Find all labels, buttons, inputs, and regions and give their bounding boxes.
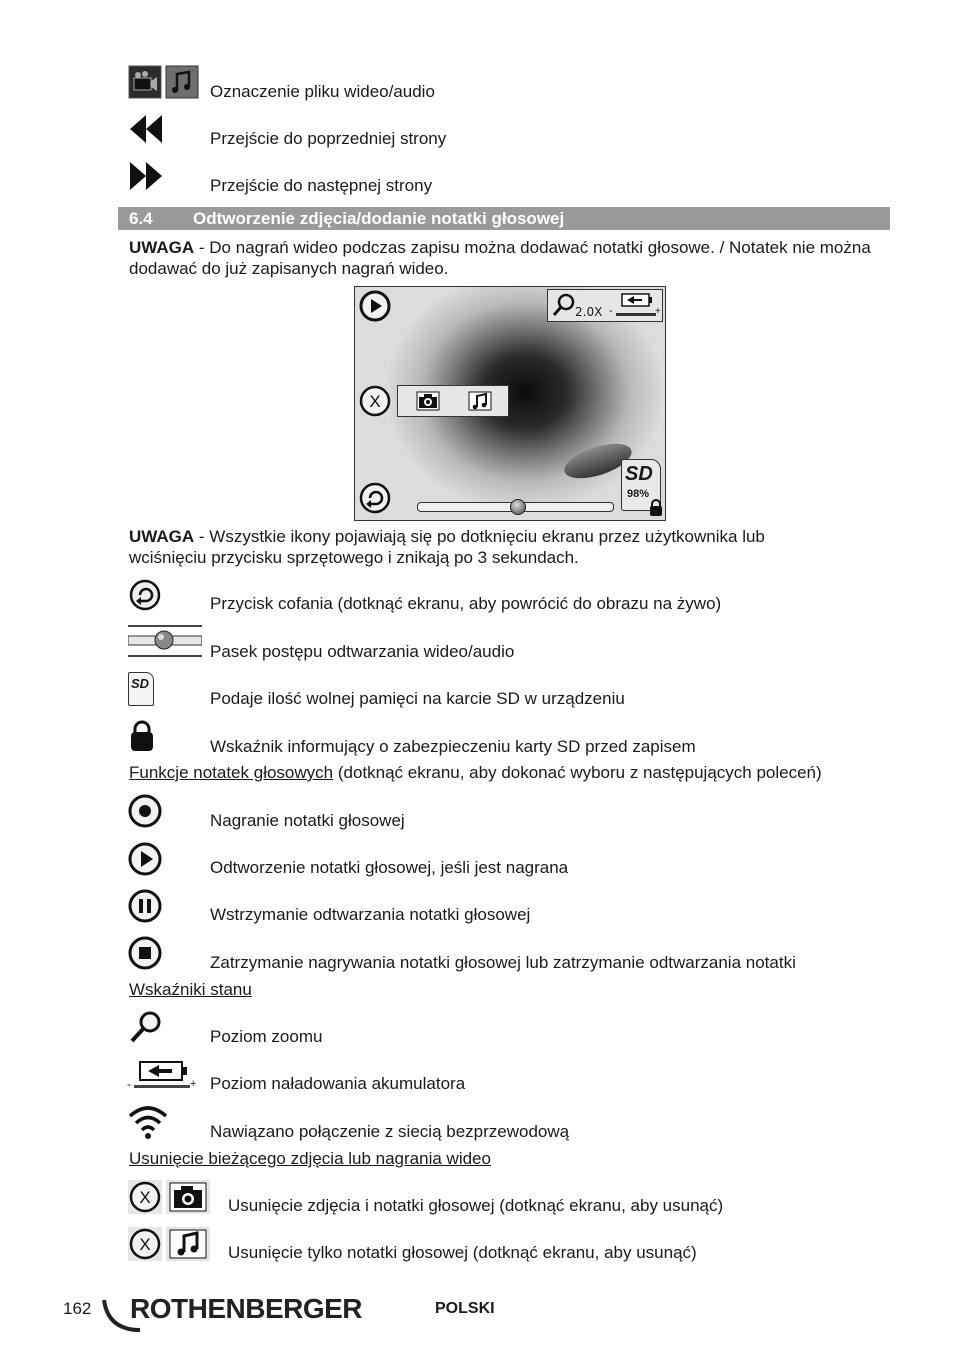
sd-card-icon — [128, 672, 154, 706]
zoom-level: 2.0X — [575, 305, 603, 319]
row-text: Podaje ilość wolnej pamięci na karcie SD w urządzeniu — [210, 689, 625, 708]
zoom-icon — [129, 1010, 163, 1049]
row-text: Przejście do poprzedniej strony — [210, 129, 447, 148]
camera-icon — [166, 1180, 210, 1219]
status-panel — [547, 289, 663, 322]
section-number: 6.4 — [129, 209, 153, 228]
voice-heading-rest: (dotknąć ekranu, aby dokonać wyboru z następujących poleceń) — [333, 763, 822, 782]
battery-bar — [616, 313, 656, 316]
audio-file-icon — [165, 65, 199, 104]
svg-text:X: X — [139, 1188, 151, 1207]
brand-logo: ROTHENBERGER — [130, 1293, 363, 1324]
delete-heading: Usunięcie bieżącego zdjęcia lub nagrania wideo — [129, 1149, 491, 1168]
status-heading: Wskaźniki stanu — [129, 980, 252, 999]
page-number: 162 — [63, 1299, 92, 1318]
svg-text:X: X — [139, 1235, 151, 1254]
battery-minus: - — [609, 305, 613, 317]
pause-icon — [128, 889, 162, 928]
note-2-label: UWAGA — [129, 527, 195, 546]
row-text: Zatrzymanie nagrywania notatki głosowej lub zatrzymanie odtwarzania notatki — [210, 953, 796, 972]
record-icon — [128, 794, 162, 833]
battery-icon — [138, 1061, 190, 1088]
note-2-text: - Wszystkie ikony pojawiają się po dotknięciu ekranu przez użytkownika lub wciśnięciu przycisku sprzętowego i znikają po 3 sekundach. — [129, 527, 765, 567]
voice-heading-link: Funkcje notatek głosowych — [129, 763, 334, 782]
row-text: Przejście do następnej strony — [210, 176, 433, 195]
audio-note-icon[interactable] — [468, 391, 492, 416]
battery-plus: + — [655, 306, 661, 317]
battery-minus: - — [127, 1077, 131, 1091]
close-icon — [128, 1180, 162, 1219]
play-icon[interactable] — [359, 290, 391, 327]
row-text: Pasek postępu odtwarzania wideo/audio — [210, 642, 515, 661]
sd-label: SD — [625, 463, 653, 485]
row-text: Nagranie notatki głosowej — [210, 811, 405, 830]
video-file-icon — [128, 65, 162, 104]
language-label: POLSKI — [435, 1300, 495, 1317]
row-text: Wskaźnik informujący o zabezpieczeniu karty SD przed zapisem — [210, 737, 696, 756]
row-text: Wstrzymanie odtwarzania notatki głosowej — [210, 905, 531, 924]
battery-level-bar — [134, 1085, 190, 1088]
audio-note-icon — [166, 1227, 210, 1266]
sd-icon-label: SD — [131, 676, 150, 691]
battery-icon — [621, 293, 653, 312]
progress-knob[interactable] — [510, 499, 526, 515]
row-text: Usunięcie zdjęcia i notatki głosowej (dotknąć ekranu, aby usunąć) — [228, 1196, 724, 1215]
next-page-icon[interactable] — [128, 160, 164, 197]
battery-plus: + — [190, 1078, 197, 1090]
stop-icon — [128, 936, 162, 975]
back-icon[interactable] — [359, 482, 391, 519]
back-icon — [129, 579, 161, 616]
progress-bar-icon — [128, 624, 202, 663]
sd-free-percent: 98% — [627, 488, 650, 500]
row-text: Nawiązano połączenie z siecią bezprzewodową — [210, 1122, 570, 1141]
note-1-text: - Do nagrań wideo podczas zapisu można dodawać notatki głosowe. / Notatek nie można dodawać do już zapisanych nagrań wideo. — [129, 238, 871, 278]
wifi-icon — [127, 1104, 169, 1145]
voice-heading — [129, 763, 822, 783]
camera-icon[interactable] — [416, 391, 440, 416]
device-screen — [354, 286, 666, 521]
previous-page-icon[interactable] — [128, 113, 164, 150]
delete-options-panel — [397, 385, 509, 417]
row-text: Poziom naładowania akumulatora — [210, 1074, 466, 1093]
progress-bar[interactable] — [417, 502, 614, 512]
row-text: Usunięcie tylko notatki głosowej (dotknąć ekranu, aby usunąć) — [228, 1243, 697, 1262]
row-text: Poziom zoomu — [210, 1027, 323, 1046]
note-2 — [129, 526, 829, 568]
play-icon — [128, 842, 162, 881]
section-title: Odtworzenie zdjęcia/dodanie notatki głosowej — [193, 209, 565, 228]
note-1-label: UWAGA — [129, 238, 195, 257]
row-text: Oznaczenie pliku wideo/audio — [210, 82, 435, 101]
svg-text:X: X — [369, 392, 381, 411]
close-icon — [128, 1227, 162, 1266]
section-heading — [118, 207, 890, 230]
lock-icon — [129, 720, 155, 757]
close-icon[interactable] — [359, 385, 391, 422]
row-text: Odtworzenie notatki głosowej, jeśli jest nagrana — [210, 858, 569, 877]
note-1 — [129, 237, 889, 279]
row-text: Przycisk cofania (dotknąć ekranu, aby powrócić do obrazu na żywo) — [210, 594, 722, 613]
sd-lock-icon — [649, 499, 663, 521]
zoom-icon — [552, 293, 576, 322]
